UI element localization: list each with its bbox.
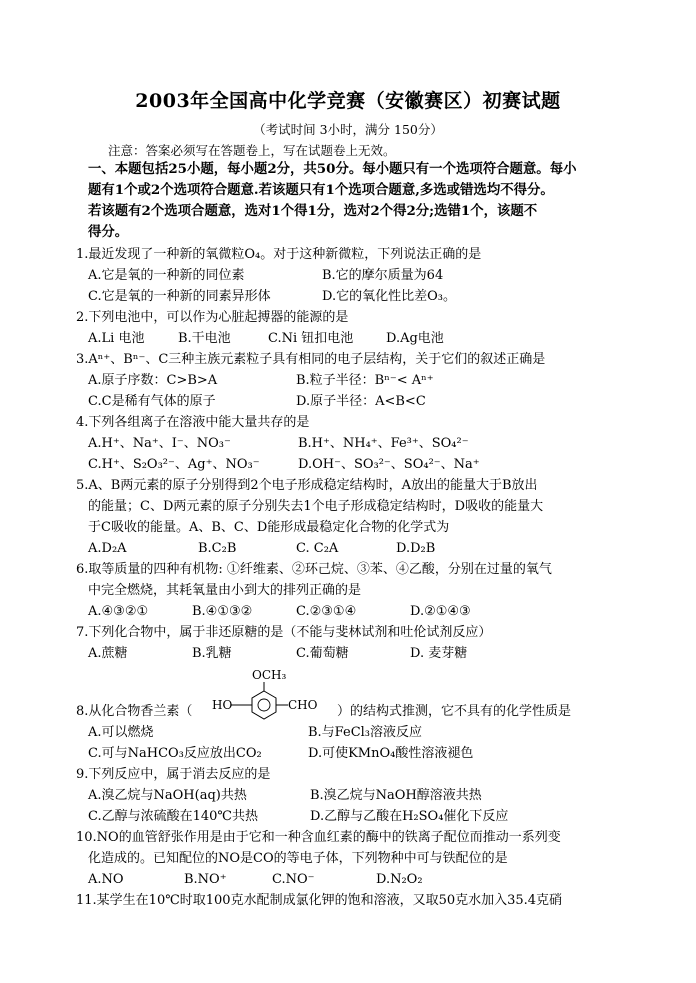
- question-5-line: 于C吸收的能量。A、B、C、D能形成最稳定化合物的化学式为: [88, 520, 450, 535]
- q10-option-d: D.N₂O₂: [376, 872, 423, 887]
- question-11-stem: 11.某学生在10℃时取100克水配制成氯化钾的饱和溶液，又取50克水加入35.4克硝: [76, 893, 563, 908]
- q3-option-b: B.粒子半径：Bⁿ⁻< Aⁿ⁺: [296, 373, 434, 388]
- q3-option-d: D.原子半径：A<B<C: [296, 394, 426, 409]
- q5-option-d: D.D₂B: [396, 541, 436, 556]
- q5-option-a: A.D₂A: [88, 541, 127, 556]
- q1-option-b: B.它的摩尔质量为64: [322, 268, 444, 283]
- q9-option-c: C.乙醇与浓硫酸在140℃共热: [88, 809, 258, 824]
- section-instruction-line: 题有1个或2个选项符合题意.若该题只有1个选项合题意,多选或错选均不得分。: [88, 182, 554, 198]
- q6-option-a: A.④③②①: [88, 604, 149, 619]
- q4-option-d: D.OH⁻、SO₃²⁻、SO₄²⁻、Na⁺: [298, 457, 480, 472]
- section-instruction-line: 若该题有2个选项合题意，选对1个得1分，选对2个得2分;选错1个，该题不: [88, 203, 538, 219]
- q7-option-d: D. 麦芽糖: [410, 646, 468, 661]
- question-10-line: 10.NO的血管舒张作用是由于它和一种含血红素的酶中的铁离子配位而推动一系列变: [76, 830, 561, 845]
- question-3-stem: 3.Aⁿ⁺、Bⁿ⁻、C三种主族元素粒子具有相同的电子层结构，关于它们的叙述正确是: [76, 352, 546, 367]
- struct-och3-label: OCH₃: [252, 668, 287, 682]
- q7-option-a: A.蔗糖: [88, 646, 128, 661]
- q6-option-c: C.②③①④: [296, 604, 357, 619]
- q2-option-a: A.Li 电池: [88, 331, 145, 346]
- struct-cho-label: CHO: [288, 698, 318, 712]
- question-5-line: 5.A、B两元素的原子分别得到2个电子形成稳定结构时，A放出的能量大于B放出: [76, 478, 538, 493]
- question-6-line: 中完全燃烧，其耗氧量由小到大的排列正确的是: [88, 583, 362, 598]
- question-5-line: 的能量；C、D两元素的原子分别失去1个电子形成稳定结构时，D吸收的能量大: [88, 499, 544, 514]
- q3-option-c: C.C是稀有气体的原子: [88, 394, 216, 409]
- q1-option-d: D.它的氧化性比差O₃。: [322, 289, 456, 304]
- question-8-stem-post: ）的结构式推测，它不具有的化学性质是: [337, 704, 572, 719]
- q4-option-a: A.H⁺、Na⁺、I⁻、NO₃⁻: [88, 436, 231, 451]
- q8-option-b: B.与FeCl₃溶液反应: [308, 725, 423, 740]
- q10-option-a: A.NO: [88, 872, 124, 887]
- q8-option-d: D.可使KMnO₄酸性溶液褪色: [308, 746, 474, 761]
- q6-option-d: D.②①④③: [410, 604, 471, 619]
- q10-option-c: C.NO⁻: [272, 872, 315, 887]
- q8-option-a: A.可以燃烧: [88, 725, 154, 740]
- q9-option-a: A.溴乙烷与NaOH(aq)共热: [88, 788, 247, 803]
- exam-info: （考试时间 3小时，满分 150分）: [253, 122, 443, 137]
- struct-ho-label: HO: [212, 698, 233, 712]
- vanillin-structure-drawing: [212, 666, 336, 726]
- q4-option-b: B.H⁺、NH₄⁺、Fe³⁺、SO₄²⁻: [298, 436, 469, 451]
- q8-option-c: C.可与NaHCO₃反应放出CO₂: [88, 746, 262, 761]
- q1-option-a: A.它是氧的一种新的同位素: [88, 268, 245, 283]
- question-1-stem: 1.最近发现了一种新的氧微粒O₄。对于这种新微粒，下列说法正确的是: [76, 247, 482, 262]
- vanillin-structure: [212, 666, 336, 726]
- q5-option-b: B.C₂B: [198, 541, 237, 556]
- section-instruction-line: 一、本题包括25小题，每小题2分，共50分。每小题只有一个选项符合题意。每小: [88, 161, 577, 177]
- q2-option-c: C.Ni 钮扣电池: [268, 331, 354, 346]
- exam-notice: 注意：答案必须写在答题卷上，写在试题卷上无效。: [108, 143, 396, 158]
- question-4-stem: 4.下列各组离子在溶液中能大量共存的是: [76, 415, 310, 430]
- section-instruction-line: 得分。: [88, 224, 129, 240]
- question-8-stem-pre: 8.从化合物香兰素（: [76, 704, 193, 719]
- question-7-stem: 7.下列化合物中，属于非还原糖的是（不能与斐林试剂和吐伦试剂反应）: [76, 625, 492, 640]
- q9-option-d: D.乙醇与乙酸在H₂SO₄催化下反应: [310, 809, 509, 824]
- q2-option-b: B.干电池: [178, 331, 231, 346]
- q7-option-b: B.乳糖: [192, 646, 232, 661]
- q5-option-c: C. C₂A: [296, 541, 339, 556]
- question-10-line: 化造成的。已知配位的NO是CO的等电子体，下列物种中可与铁配位的是: [88, 851, 508, 866]
- question-9-stem: 9.下列反应中，属于消去反应的是: [76, 767, 271, 782]
- question-2-stem: 2.下列电池中，可以作为心脏起搏器的能源的是: [76, 310, 349, 325]
- q9-option-b: B.溴乙烷与NaOH醇溶液共热: [310, 788, 482, 803]
- q1-option-c: C.它是氧的一种新的同素异形体: [88, 289, 271, 304]
- question-6-line: 6.取等质量的四种有机物: ①纤维素、②环己烷、③苯、④乙酸，分别在过量的氧气: [76, 562, 552, 577]
- q3-option-a: A.原子序数：C>B>A: [88, 373, 218, 388]
- q6-option-b: B.④①③②: [192, 604, 253, 619]
- q2-option-d: D.Ag电池: [386, 331, 444, 346]
- q7-option-c: C.葡萄糖: [296, 646, 349, 661]
- exam-title: 2003年全国高中化学竞赛（安徽赛区）初赛试题: [135, 90, 561, 112]
- q10-option-b: B.NO⁺: [184, 872, 227, 887]
- q4-option-c: C.H⁺、S₂O₃²⁻、Ag⁺、NO₃⁻: [88, 457, 260, 472]
